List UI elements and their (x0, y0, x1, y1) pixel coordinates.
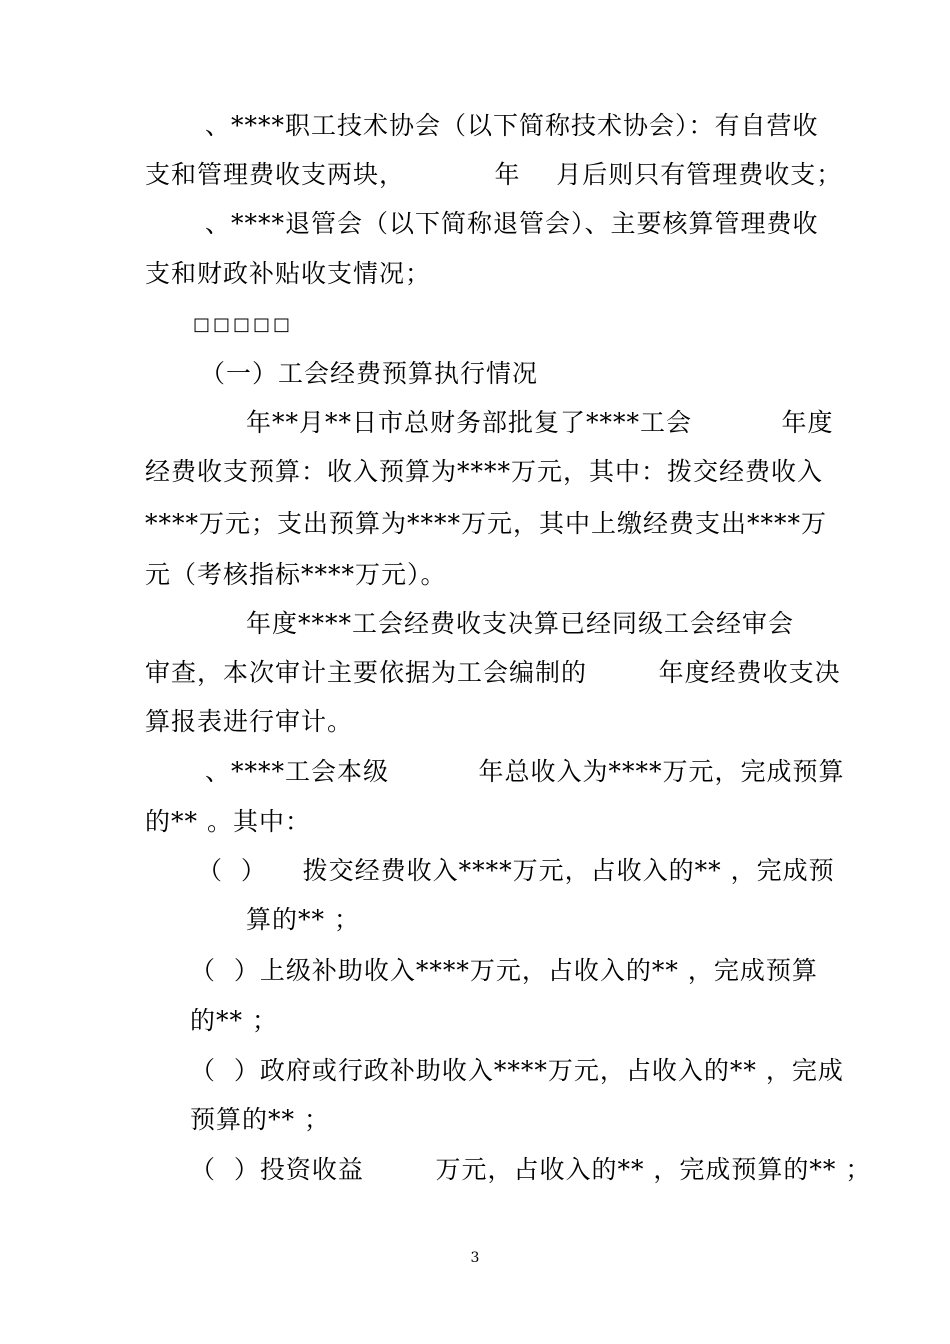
list-item-line: （ ）政府或行政补助收入****万元，占收入的** ，完成 (190, 1056, 844, 1085)
list-item-line: 的** ； (190, 1006, 278, 1035)
list-item-line: （ ）投资收益 万元，占收入的** ，完成预算的** ； (190, 1155, 872, 1184)
list-item-line: （ ） 拨交经费收入****万元，占收入的** ，完成预 (197, 856, 835, 885)
paragraph-line: 年度****工会经费收支决算已经同级工会经审会 (246, 609, 795, 638)
paragraph-line: 经费收支预算：收入预算为****万元，其中：拨交经费收入 (145, 457, 824, 486)
list-item-line: 预算的** ； (190, 1105, 330, 1134)
paragraph-line: 、****退管会（以下简称退管会）、主要核算管理费收 (205, 209, 819, 238)
unrendered-heading: □□□□□ (193, 314, 294, 335)
paragraph-line: 年**月**日市总财务部批复了****工会 年度 (246, 408, 834, 437)
paragraph-line: 元（考核指标****万元）。 (145, 560, 447, 589)
paragraph-line: 支和财政补贴收支情况； (145, 259, 432, 288)
paragraph-line: 的** 。其中： (145, 807, 311, 836)
list-item-line: （ ）上级补助收入****万元，占收入的** ，完成预算 (190, 956, 818, 985)
page-number: 3 (470, 1250, 480, 1266)
paragraph-line: 算报表进行审计。 (145, 707, 354, 736)
section-heading: （一）工会经费预算执行情况 (200, 359, 539, 388)
paragraph-line: 审查，本次审计主要依据为工会编制的 年度经费收支决 (145, 658, 841, 687)
paragraph-line: 、****工会本级 年总收入为****万元，完成预算 (205, 757, 845, 786)
list-item-line: 算的** ； (246, 905, 360, 934)
paragraph-line: ****万元；支出预算为****万元，其中上缴经费支出****万 (145, 509, 828, 538)
paragraph-line: 、****职工技术协会（以下简称技术协会）：有自营收 (205, 111, 819, 140)
paragraph-line: 支和管理费收支两块， 年 月后则只有管理费收支； (145, 160, 843, 189)
